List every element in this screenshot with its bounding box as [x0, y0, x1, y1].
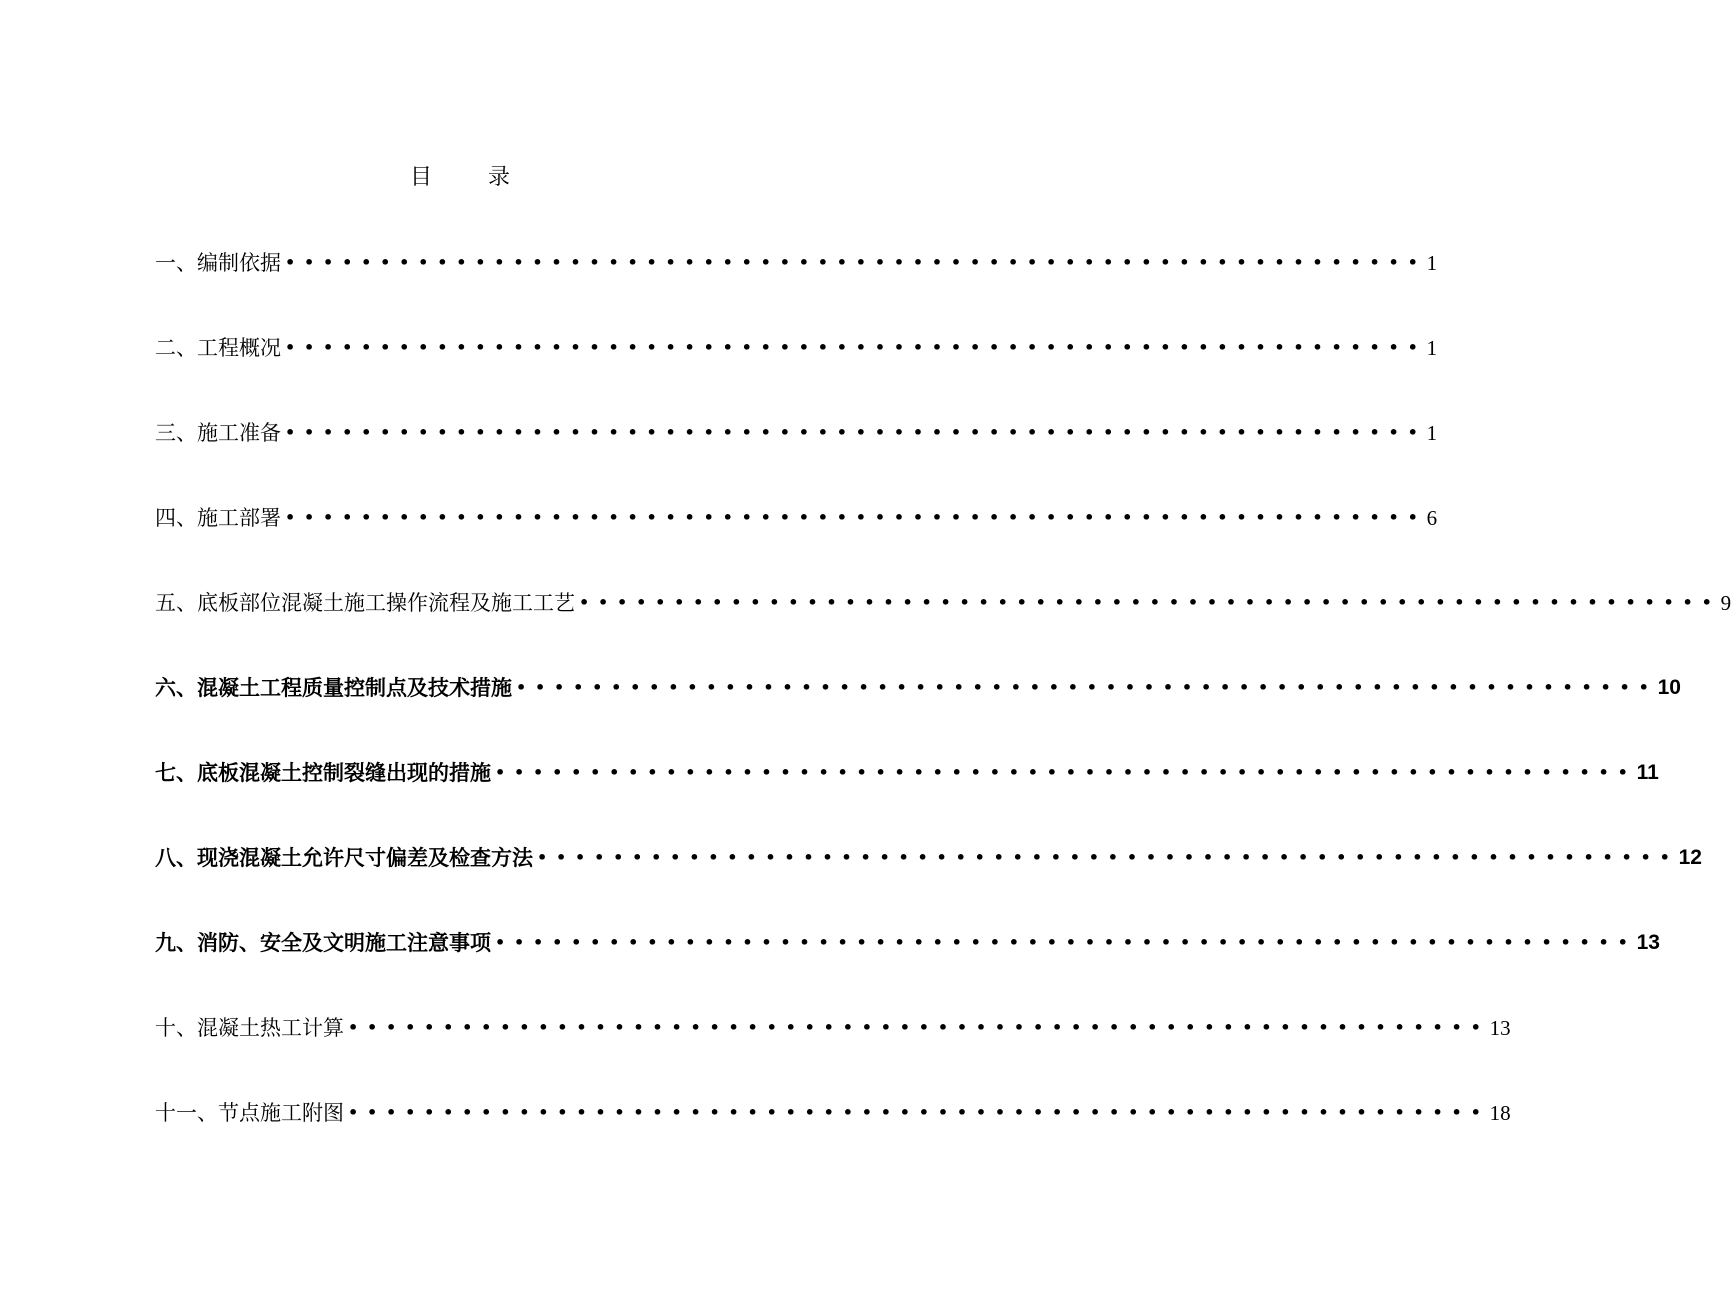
- toc-entry-page: 1: [1426, 421, 1438, 445]
- toc-entry-page: 10: [1657, 676, 1681, 699]
- toc-entry-page: 9: [1720, 591, 1731, 615]
- toc-entry-4[interactable]: [155, 500, 1438, 536]
- toc-leader-dots: ••••••••••••••••••••••••••••••••••••••••••••••••••••••••••••: [348, 1018, 1490, 1037]
- toc-entry-label: 五、底板部位混凝土施工操作流程及施工工艺: [155, 591, 575, 615]
- toc-entry-label: 九、消防、安全及文明施工注意事项: [155, 931, 491, 955]
- toc-entry-6[interactable]: [155, 670, 1681, 706]
- toc-leader-dots: ••••••••••••••••••••••••••••••••••••••••••••••••••••••••••••: [285, 423, 1427, 442]
- toc-entry-label: 十、混凝土热工计算: [155, 1016, 344, 1040]
- toc-entry-page: 11: [1636, 761, 1659, 784]
- toc-leader-dots: ••••••••••••••••••••••••••••••••••••••••••••••••••••••••••••: [579, 593, 1721, 612]
- toc-entry-page: 12: [1678, 846, 1702, 869]
- toc-leader-dots: ••••••••••••••••••••••••••••••••••••••••••••••••••••••••••••: [348, 1103, 1490, 1122]
- toc-entry-label: 七、底板混凝土控制裂缝出现的措施: [155, 761, 491, 785]
- toc-entry-label: 六、混凝土工程质量控制点及技术措施: [155, 676, 512, 700]
- toc-entry-page: 1: [1426, 336, 1438, 360]
- toc-leader-dots: ••••••••••••••••••••••••••••••••••••••••••••••••••••••••••••: [495, 763, 1637, 782]
- toc-leader-dots: ••••••••••••••••••••••••••••••••••••••••••••••••••••••••••••: [285, 508, 1427, 527]
- toc-entry-9[interactable]: [155, 925, 1660, 961]
- toc-leader-dots: ••••••••••••••••••••••••••••••••••••••••••••••••••••••••••••: [516, 678, 1658, 697]
- toc-entry-8[interactable]: [155, 840, 1702, 876]
- toc-leader-dots: ••••••••••••••••••••••••••••••••••••••••••••••••••••••••••••: [285, 253, 1427, 272]
- toc-entry-page: 13: [1489, 1016, 1511, 1040]
- toc-leader-dots: ••••••••••••••••••••••••••••••••••••••••••••••••••••••••••••: [285, 338, 1427, 357]
- toc-title-char-2: 录: [488, 165, 511, 190]
- toc-entry-page: 13: [1636, 931, 1660, 954]
- toc-entry-label: 四、施工部署: [155, 506, 281, 530]
- toc-entry-7[interactable]: [155, 755, 1659, 791]
- toc-title: [0, 162, 920, 194]
- toc-entry-label: 二、工程概况: [155, 336, 281, 360]
- toc-entry-label: 十一、节点施工附图: [155, 1101, 344, 1125]
- toc-entry-page: 18: [1489, 1101, 1511, 1125]
- toc-entry-2[interactable]: [155, 330, 1438, 366]
- toc-entry-3[interactable]: [155, 415, 1438, 451]
- toc-entry-1[interactable]: [155, 245, 1438, 281]
- toc-entry-11[interactable]: [155, 1095, 1511, 1131]
- toc-leader-dots: ••••••••••••••••••••••••••••••••••••••••••••••••••••••••••••: [495, 933, 1637, 952]
- toc-entry-label: 八、现浇混凝土允许尺寸偏差及检查方法: [155, 846, 533, 870]
- toc-leader-dots: ••••••••••••••••••••••••••••••••••••••••••••••••••••••••••••: [537, 848, 1679, 867]
- toc-entry-page: 6: [1426, 506, 1438, 530]
- toc-entry-10[interactable]: [155, 1010, 1511, 1046]
- toc-entry-label: 三、施工准备: [155, 421, 281, 445]
- toc-entry-5[interactable]: [155, 585, 1731, 621]
- toc-entry-label: 一、编制依据: [155, 251, 281, 275]
- toc-entry-page: 1: [1426, 251, 1438, 275]
- toc-title-char-1: 目: [409, 165, 432, 190]
